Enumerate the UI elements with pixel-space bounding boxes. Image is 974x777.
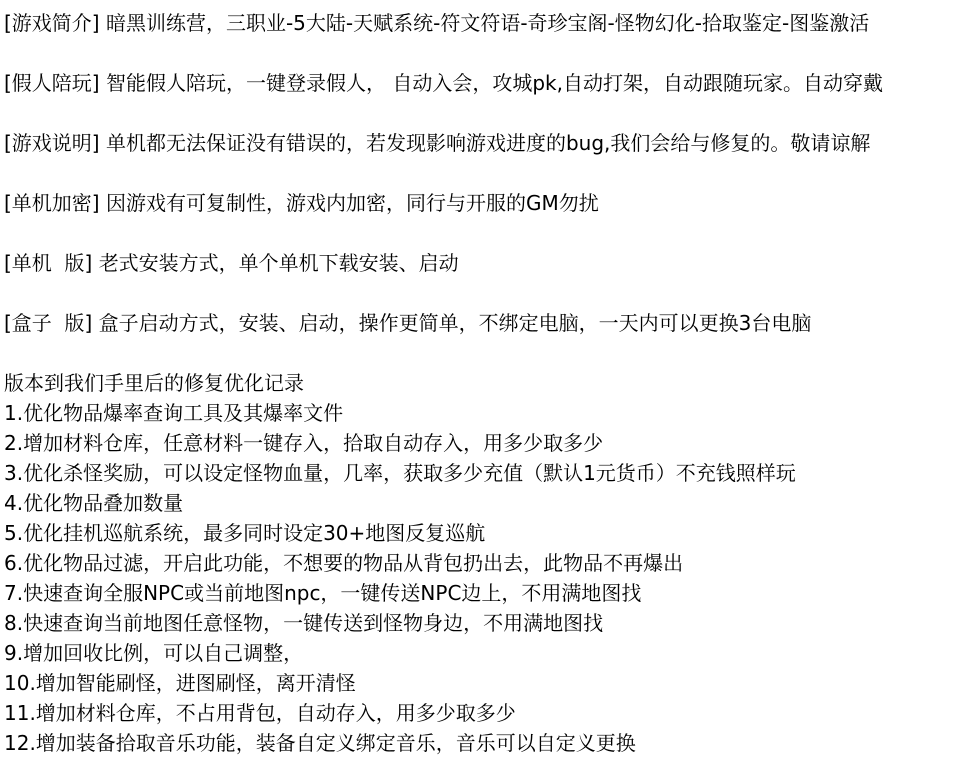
spacer: [4, 218, 970, 248]
intro-text: 智能假人陪玩，一键登录假人， 自动入会，攻城pk,自动打架，自动跟随玩家。自动穿戴: [105, 71, 883, 95]
intro-tag: [游戏简介]: [4, 11, 100, 35]
changelog-item: 3.优化杀怪奖励，可以设定怪物血量，几率，获取多少充值（默认1元货币）不充钱照样玩: [4, 461, 796, 485]
spacer: [4, 38, 970, 68]
changelog-item: 1.优化物品爆率查询工具及其爆率文件: [4, 401, 344, 425]
changelog-heading: 版本到我们手里后的修复优化记录: [4, 371, 304, 395]
intro-line-game-notes: [4, 128, 970, 158]
intro-line-encryption: [4, 188, 970, 218]
document-body: [4, 8, 970, 758]
intro-tag: [游戏说明]: [4, 131, 100, 155]
intro-text: 暗黑训练营，三职业-5大陆-天赋系统-符文符语-奇珍宝阁-怪物幻化-拾取鉴定-图鉴激活: [105, 11, 870, 35]
intro-text: 老式安装方式，单个单机下载安装、启动: [98, 251, 459, 275]
changelog-item: 5.优化挂机巡航系统，最多同时设定30+地图反复巡航: [4, 521, 486, 545]
changelog-item: 4.优化物品叠加数量: [4, 491, 184, 515]
intro-text: 盒子启动方式，安装、启动，操作更简单，不绑定电脑，一天内可以更换3台电脑: [98, 311, 812, 335]
intro-line-bot-companion: [4, 68, 970, 98]
changelog-item: 7.快速查询全服NPC或当前地图npc，一键传送NPC边上，不用满地图找: [4, 581, 642, 605]
changelog-item: 11.增加材料仓库，不占用背包，自动存入，用多少取多少: [4, 701, 516, 725]
intro-line-game-intro: [4, 8, 970, 38]
intro-tag: [单机 版]: [4, 251, 93, 275]
changelog-item: 6.优化物品过滤，开启此功能，不想要的物品从背包扔出去，此物品不再爆出: [4, 551, 684, 575]
changelog-item: 9.增加回收比例，可以自己调整，: [4, 641, 304, 665]
intro-text: 因游戏有可复制性，游戏内加密，同行与开服的GM勿扰: [105, 191, 599, 215]
intro-line-standalone-version: [4, 248, 970, 278]
changelog-item: 2.增加材料仓库，任意材料一键存入，拾取自动存入，用多少取多少: [4, 431, 604, 455]
spacer: [4, 98, 970, 128]
spacer: [4, 158, 970, 188]
intro-tag: [盒子 版]: [4, 311, 93, 335]
intro-tag: [单机加密]: [4, 191, 100, 215]
changelog-item: 8.快速查询当前地图任意怪物，一键传送到怪物身边，不用满地图找: [4, 611, 604, 635]
changelog-item: 12.增加装备拾取音乐功能，装备自定义绑定音乐，音乐可以自定义更换: [4, 731, 636, 755]
changelog-item: 10.增加智能刷怪，进图刷怪，离开清怪: [4, 671, 356, 695]
intro-tag: [假人陪玩]: [4, 71, 100, 95]
intro-line-box-version: [4, 308, 970, 338]
spacer: [4, 278, 970, 308]
spacer: [4, 338, 970, 368]
intro-text: 单机都无法保证没有错误的，若发现影响游戏进度的bug,我们会给与修复的。敬请谅解: [105, 131, 871, 155]
